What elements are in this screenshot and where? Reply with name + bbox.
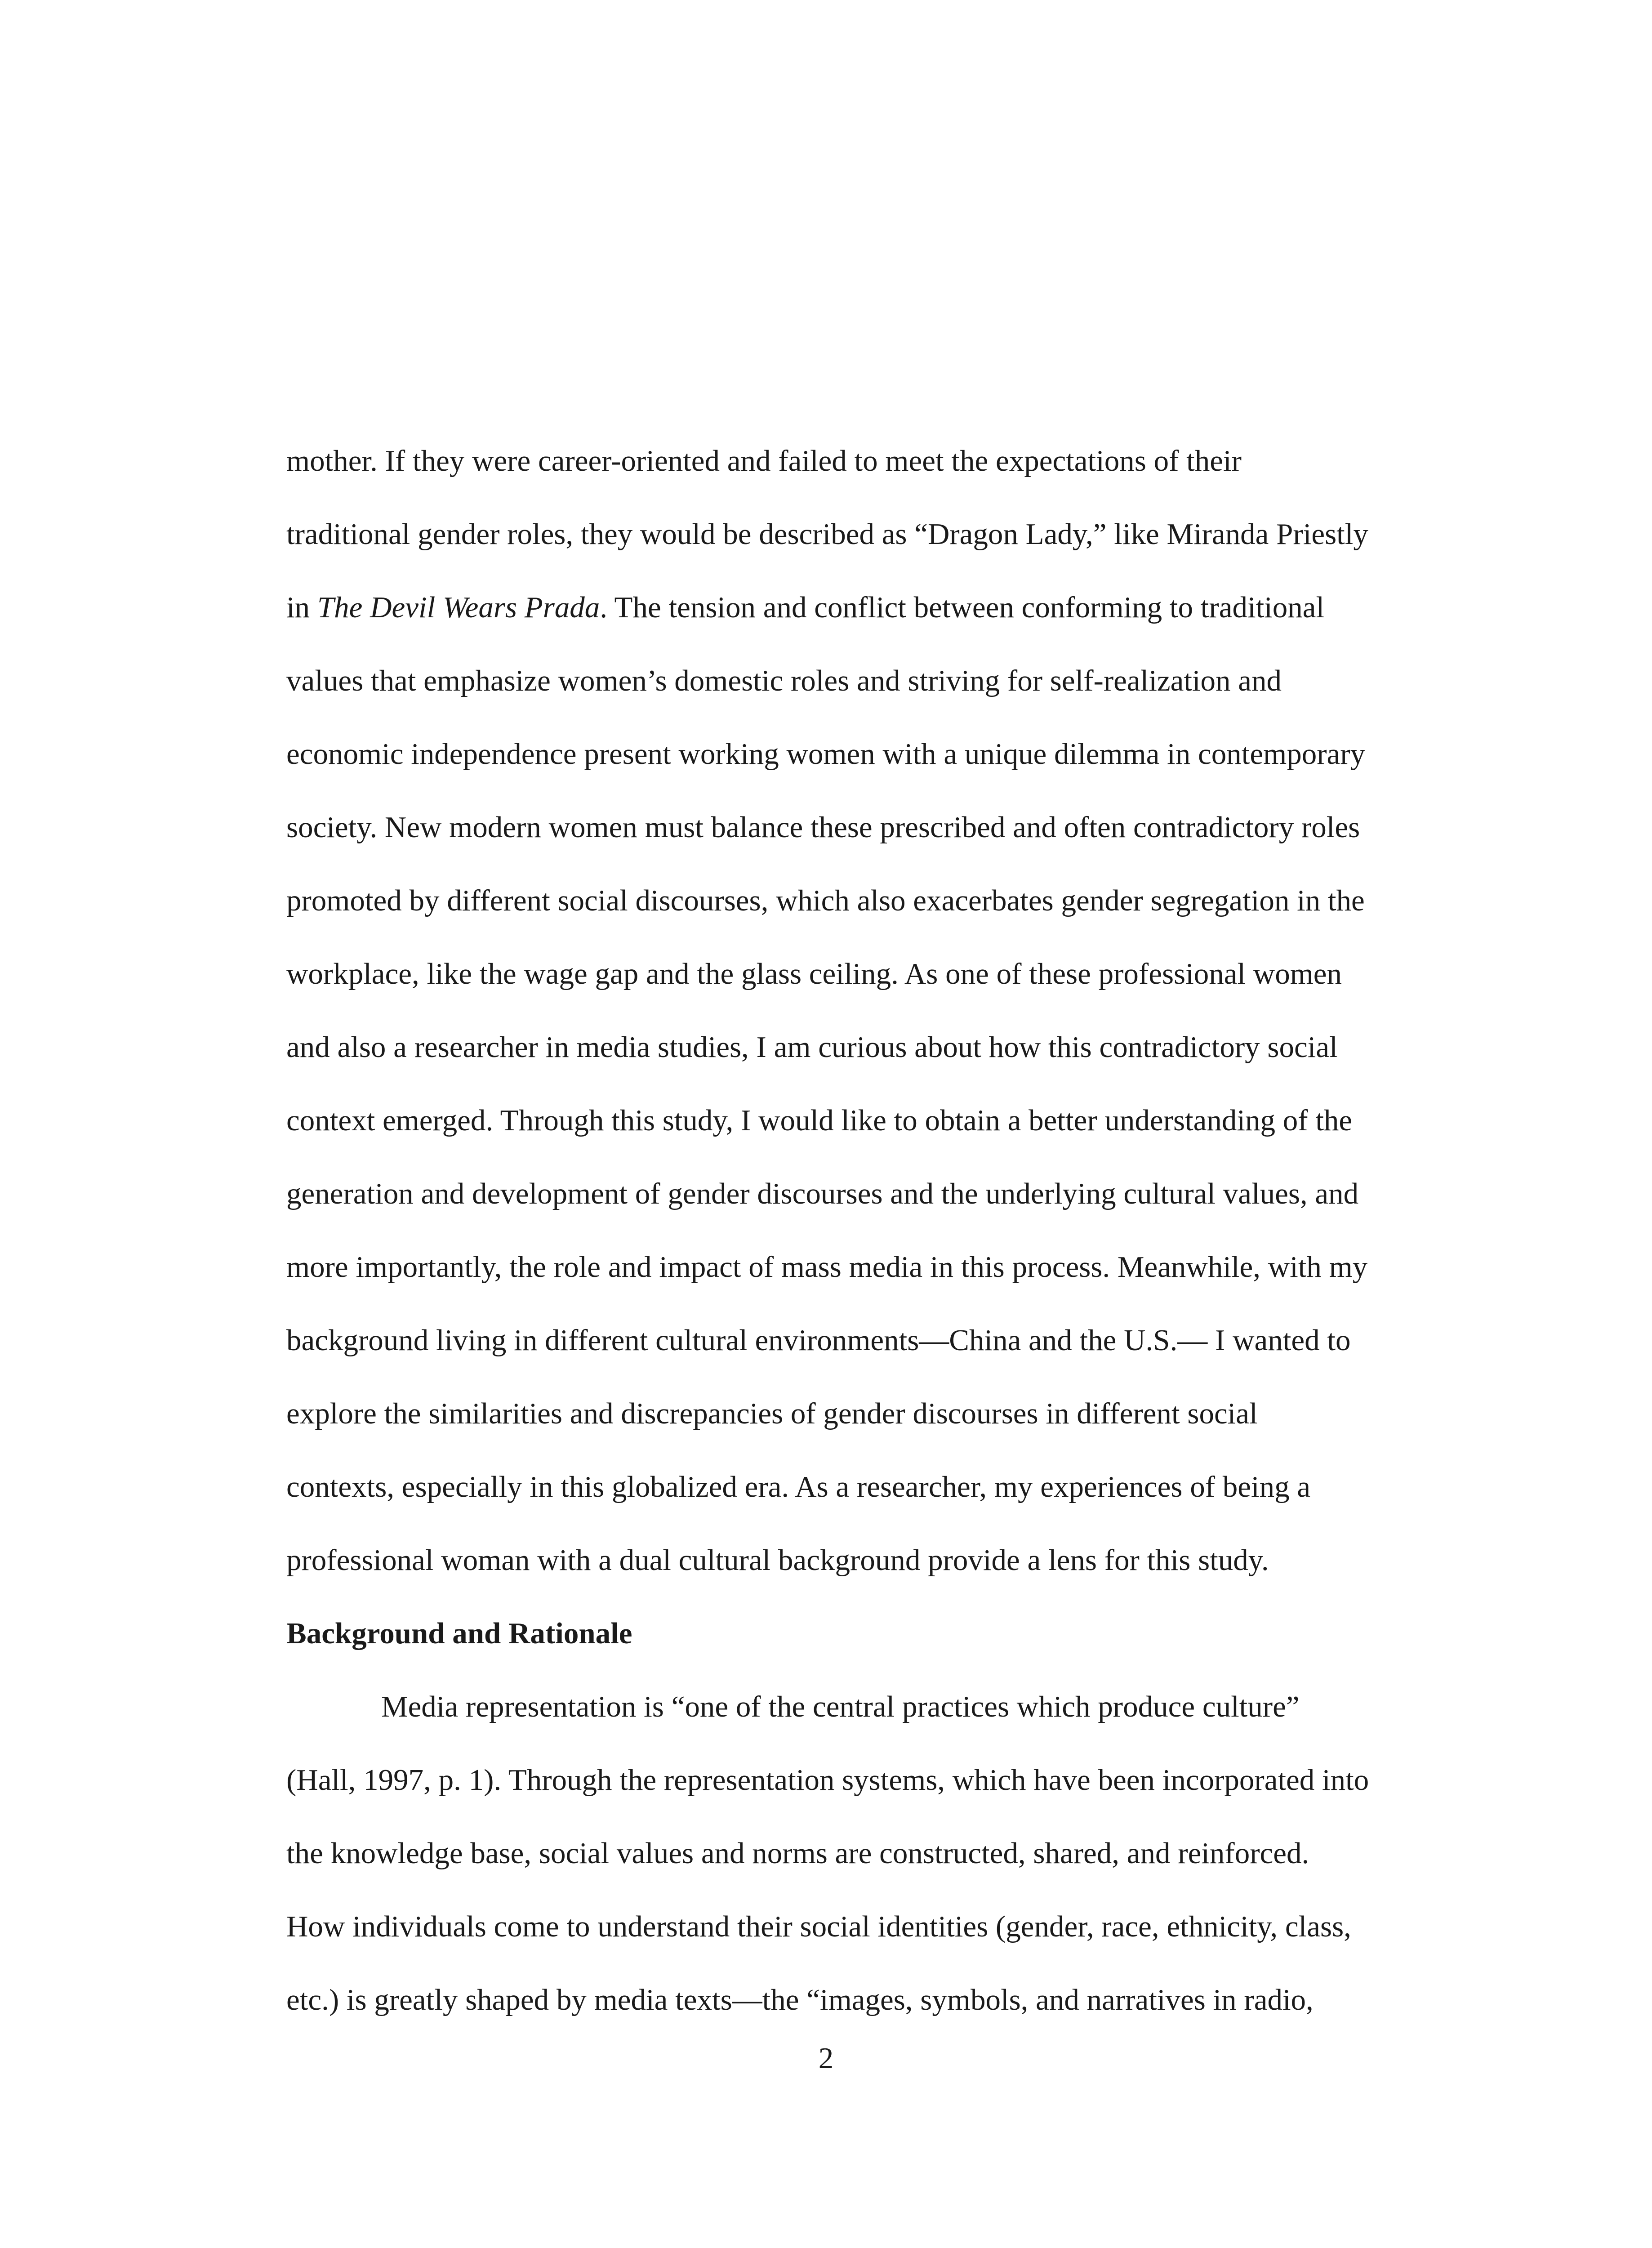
section-heading: Background and Rationale <box>286 1617 632 1650</box>
text-line: contexts, especially in this globalized era. As a researcher, my experiences of being a <box>286 1470 1311 1503</box>
text-line: mother. If they were career-oriented and failed to meet the expectations of their <box>286 444 1242 477</box>
text-line: the knowledge base, social values and norms are constructed, shared, and reinforced. <box>286 1837 1309 1870</box>
text-line: generation and development of gender discourses and the underlying cultural values, and <box>286 1177 1359 1210</box>
text-line: economic independence present working women with a unique dilemma in contemporary <box>286 737 1366 771</box>
page-number: 2 <box>818 2042 834 2075</box>
text-line: (Hall, 1997, p. 1). Through the representation systems, which have been incorporated into <box>286 1763 1369 1797</box>
book-title: The Devil Wears Prada <box>317 591 600 624</box>
text-line: promoted by different social discourses, which also exacerbates gender segregation in the <box>286 884 1365 917</box>
text-line: society. New modern women must balance these prescribed and often contradictory roles <box>286 811 1360 844</box>
text-line: traditional gender roles, they would be described as “Dragon Lady,” like Miranda Priestly <box>286 517 1368 551</box>
text-line: more importantly, the role and impact of mass media in this process. Meanwhile, with my <box>286 1250 1368 1284</box>
text-line: and also a researcher in media studies, I am curious about how this contradictory social <box>286 1030 1338 1064</box>
text-line: explore the similarities and discrepancies of gender discourses in different social <box>286 1397 1258 1430</box>
text-line: workplace, like the wage gap and the glass ceiling. As one of these professional women <box>286 957 1342 990</box>
text-line: values that emphasize women’s domestic roles and striving for self-realization and <box>286 664 1282 697</box>
text-line: context emerged. Through this study, I would like to obtain a better understanding of the <box>286 1104 1353 1137</box>
text-line: professional woman with a dual cultural background provide a lens for this study. <box>286 1543 1269 1577</box>
text-segment: in <box>286 591 317 624</box>
text-line <box>286 589 1324 625</box>
text-segment: . The tension and conflict between conforming to traditional <box>600 591 1325 624</box>
text-line: How individuals come to understand their social identities (gender, race, ethnicity, class, <box>286 1910 1351 1943</box>
text-line: background living in different cultural environments—China and the U.S.— I wanted to <box>286 1324 1351 1357</box>
text-line: Media representation is “one of the central practices which produce culture” <box>381 1690 1300 1723</box>
text-line: etc.) is greatly shaped by media texts—the “images, symbols, and narratives in radio, <box>286 1983 1314 2016</box>
